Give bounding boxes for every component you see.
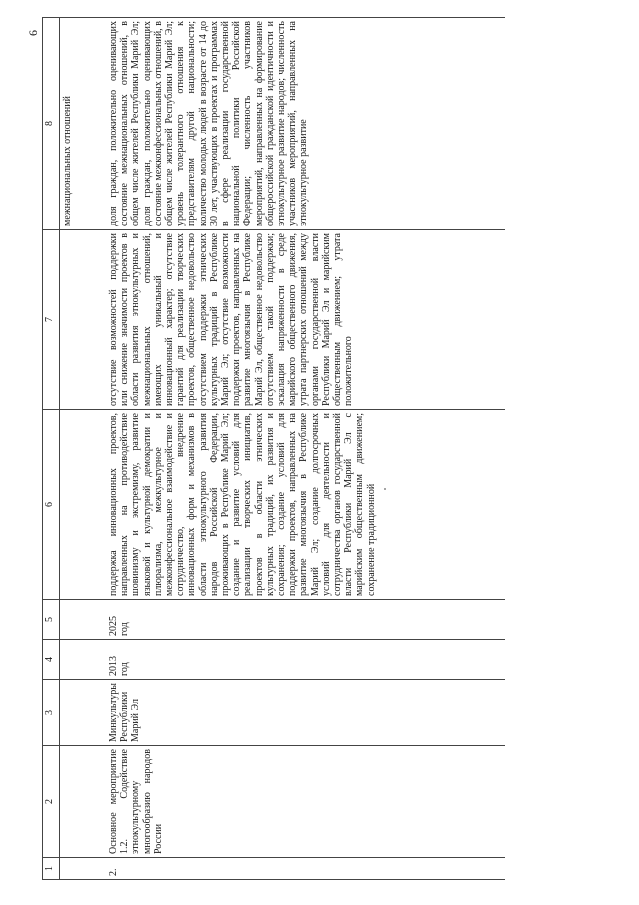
column-number: 1	[43, 858, 60, 880]
related-indicators: доля граждан, положительно оценивающих состояние межнациональных отношений, в общем числе жителей Республики Марий Эл; доля граждан, положительно оценивающих состояние межконфессиональных отношений, в общем числе жителей Республики Марий Эл; уровень толерантного отношения к представителям другой национальности; количество молодых людей в возрасте от 14 до 30 лет, участвующих в проектах и программах в сфере реализации государственной национальной политики Российской Федерации; численность участников мероприятий, направленных на формирование общероссийской гражданской идентичности и этнокультурное развитие народов; численность участников мероприятий, направленных на этнокультурное развитие	[106, 18, 505, 230]
column-number: 6	[43, 410, 60, 600]
scan-speck	[384, 488, 386, 490]
responsible-executor: Минкультуры Республики Марий Эл	[106, 680, 505, 746]
start-year: 2013 год	[106, 640, 505, 680]
non-implementation-consequences: отсутствие возможностей поддержки или снижение значимости проектов в области развития этнокультурных и межнациональных отношений, имеющих уникальный и инновационный характер; отсутствие гарантий для реализации творческих проектов, общественное недовольство отсутствием поддержки этнических культурных традиций в Республике Марий Эл; отсутствие возможности поддержки проектов, направленных на развитие многоязычия в Республике Марий Эл, общественное недовольство отсутствием такой поддержки; эскалация напряженности в среде марийского общественного движения, утрата партнерских отношений между органами государственной власти Республики Марий Эл и марийским общественным движением; утрата положительного	[106, 230, 505, 410]
rotated-landscape-sheet	[20, 10, 580, 880]
column-number: 8	[43, 18, 60, 230]
column-number-header	[43, 18, 60, 880]
row-number: 2.	[106, 858, 505, 880]
continuation-cell-indicators: межнациональных отношений	[60, 18, 107, 230]
column-number: 3	[43, 680, 60, 746]
measure-name: Основное мероприятие 1.2. Содействие этнокультурному многообразию народов России	[106, 746, 505, 858]
program-table	[42, 17, 505, 880]
column-number: 5	[43, 600, 60, 640]
table-row	[106, 18, 505, 880]
page-number: 6	[26, 30, 40, 36]
main-directions: поддержка инновационных проектов, направленных на противодействие шовинизму и экстремизму, развитие языковой и культурной демократии и плюрализма, межкультурное и межконфессиональное взаимодействие и сотрудничество, внедрение инновационных форм и механизмов в области этнокультурного развития народов Российской Федерации, проживающих в Республике Марий Эл; создание и развитие условий для реализации творческих инициатив, проектов в области этнических культурных традиций, их развития и сохранения; создание условий для поддержки проектов, направленных на развитие многоязычия в Республике Марий Эл; создание долгосрочных условий для деятельности и сотрудничества органов государственной власти Республики Марий Эл с марийским общественным движением; сохранение традиционной	[106, 410, 505, 600]
column-number: 4	[43, 640, 60, 680]
end-year: 2025 год	[106, 600, 505, 640]
continuation-row	[60, 18, 107, 880]
column-number: 2	[43, 746, 60, 858]
column-number: 7	[43, 230, 60, 410]
